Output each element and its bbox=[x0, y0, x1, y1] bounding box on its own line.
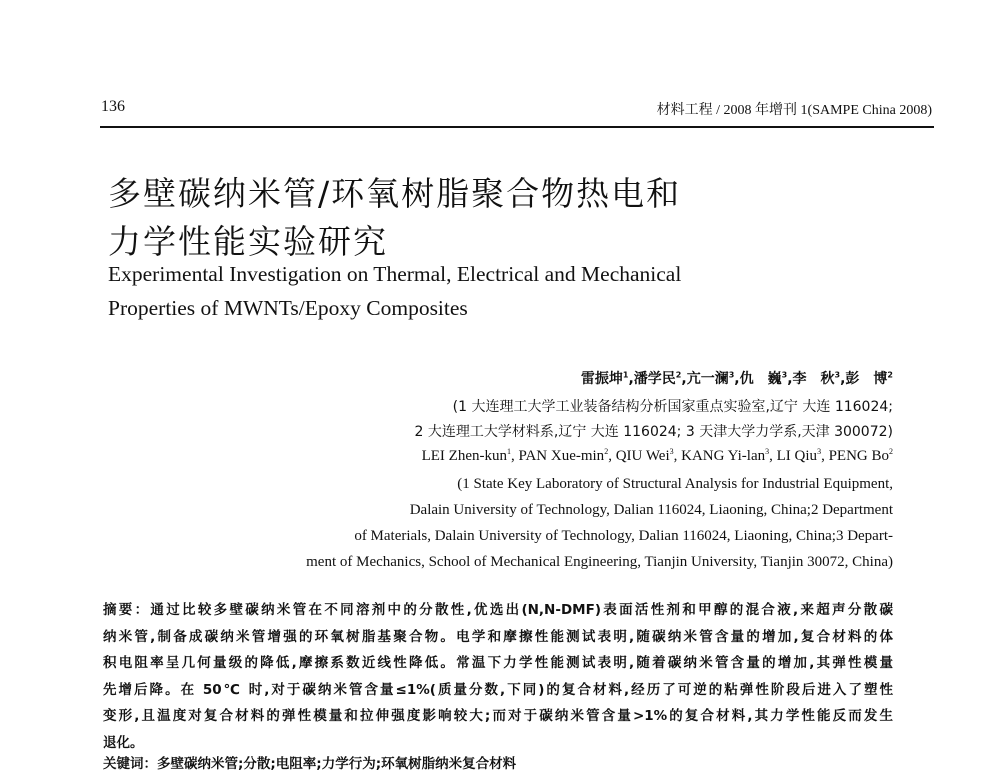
author-name: QIU Wei bbox=[615, 448, 670, 464]
author-name: 李 秋 bbox=[792, 371, 835, 387]
affiliation-zh-line-2: 2 大连理工大学材料系,辽宁 大连 116024; 3 天津大学力学系,天津 300072) bbox=[414, 424, 893, 440]
author-affiliation-mark: 2 bbox=[675, 370, 682, 380]
author-name: 彭 博 bbox=[845, 371, 888, 387]
author-name: PAN Xue-min bbox=[518, 448, 605, 464]
affiliation-en-line-1: (1 State Key Laboratory of Structural Analysis for Industrial Equipment, bbox=[457, 476, 893, 492]
author-affiliation-mark: 2 bbox=[887, 370, 893, 380]
author-name: 雷振坤 bbox=[580, 371, 623, 387]
header-rule bbox=[100, 126, 934, 128]
author-name: LEI Zhen-kun bbox=[421, 448, 507, 464]
author-name: 亢一澜 bbox=[686, 371, 729, 387]
author-affiliation-mark: 3 bbox=[765, 447, 770, 456]
author-affiliation-mark: 3 bbox=[834, 370, 841, 380]
title-zh-line-1: 多壁碳纳米管/环氧树脂聚合物热电和 bbox=[108, 174, 682, 213]
affiliation-en-line-3: of Materials, Dalain University of Technology, Dalian 116024, Liaoning, China;3 Depart- bbox=[354, 528, 893, 544]
author-affiliation-mark: 3 bbox=[728, 370, 735, 380]
author-affiliation-mark: 1 bbox=[506, 447, 511, 456]
abstract-line: 变形,且温度对复合材料的弹性模量和拉伸强度影响较大;而对于碳纳米管含量>1%的复合材料,其力学性能反而发生 bbox=[103, 708, 893, 724]
affiliation-en-line-2: Dalain University of Technology, Dalian 116024, Liaoning, China;2 Department bbox=[409, 502, 893, 518]
author-affiliation-mark: 2 bbox=[889, 447, 893, 456]
page-number: 136 bbox=[101, 98, 125, 115]
journal-header: 材料工程 / 2008 年增刊 1(SAMPE China 2008) bbox=[656, 103, 932, 118]
author-name: KANG Yi-lan bbox=[681, 448, 766, 464]
author-affiliation-mark: 3 bbox=[817, 447, 822, 456]
author-affiliation-mark: 3 bbox=[781, 370, 788, 380]
abstract-line: 纳米管,制备成碳纳米管增强的环氧树脂基聚合物。电学和摩擦性能测试表明,随碳纳米管含量的增加,复合材料的体 bbox=[103, 629, 893, 645]
author-name: 仇 巍 bbox=[739, 371, 782, 387]
affiliation-en-line-4: ment of Mechanics, School of Mechanical Engineering, Tianjin University, Tianjin 30072, China) bbox=[306, 554, 893, 570]
title-en-line-2: Properties of MWNTs/Epoxy Composites bbox=[108, 296, 468, 320]
author-name: PENG Bo bbox=[828, 448, 889, 464]
title-zh-line-2: 力学性能实验研究 bbox=[108, 222, 388, 261]
affiliation-zh-line-1: (1 大连理工大学工业装备结构分析国家重点实验室,辽宁 大连 116024; bbox=[452, 399, 893, 415]
author-affiliation-mark: 3 bbox=[669, 447, 674, 456]
abstract-line: 先增后降。在 50℃ 时,对于碳纳米管含量≤1%(质量分数,下同)的复合材料,经历了可逆的粘弹性阶段后进入了塑性 bbox=[103, 682, 893, 698]
author-name: 潘学民 bbox=[633, 371, 676, 387]
abstract-line: 摘要：通过比较多壁碳纳米管在不同溶剂中的分散性,优选出(N,N-DMF)表面活性剂和甲醇的混合液,来超声分散碳 bbox=[103, 602, 893, 618]
author-affiliation-mark: 1 bbox=[622, 370, 629, 380]
abstract-line: 退化。 bbox=[103, 735, 144, 751]
authors-zh: 雷振坤$^1$,潘学民$^2$,亢一澜$^3$,仇 巍$^3$,李 秋$^3$,彭 博$^2$ bbox=[580, 370, 893, 387]
author-affiliation-mark: 2 bbox=[604, 447, 609, 456]
title-en-line-1: Experimental Investigation on Thermal, Electrical and Mechanical bbox=[108, 262, 682, 286]
abstract-line: 积电阻率呈几何量级的降低,摩擦系数近线性降低。常温下力学性能测试表明,随着碳纳米管含量的增加,其弹性模量 bbox=[103, 655, 893, 671]
keywords: 关键词：多壁碳纳米管;分散;电阻率;力学行为;环氧树脂纳米复合材料 bbox=[103, 756, 517, 772]
authors-en: LEI Zhen-kun$^1$, PAN Xue-$\min^2$, QIU Wei$^3$, KANG Yi-lan$^3$, LI Qiu$^3$, PENG Bo$^2$ bbox=[421, 447, 893, 464]
author-name: LI Qiu bbox=[776, 448, 818, 464]
